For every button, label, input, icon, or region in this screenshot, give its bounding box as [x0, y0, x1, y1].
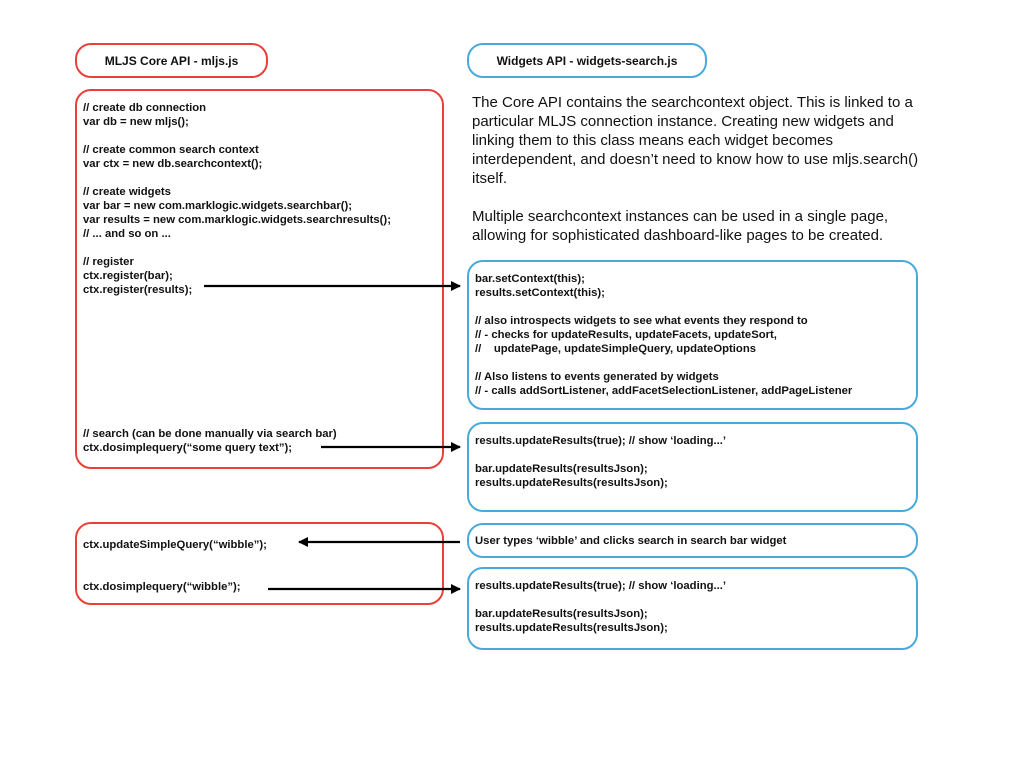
code-line: bar.updateResults(resultsJson); — [475, 463, 648, 475]
code-line: ctx.register(results); — [83, 284, 193, 296]
user-action-text: User types ‘wibble’ and clicks search in search bar widget — [475, 534, 787, 547]
code-line: // Also listens to events generated by widgets — [475, 371, 719, 383]
core-api-title: MLJS Core API - mljs.js — [104, 53, 239, 68]
code-line: results.updateResults(true); // show ‘loading...’ — [475, 580, 727, 592]
code-line: // register — [83, 256, 134, 268]
code-line: // also introspects widgets to see what events they respond to — [475, 315, 808, 327]
code-line: // search (can be done manually via search bar) — [83, 428, 337, 440]
description-paragraph-2: Multiple searchcontext instances can be used in a single page, allowing for sophisticated dashboard-like pages to be created. — [472, 208, 889, 244]
code-line: // ... and so on ... — [83, 228, 171, 240]
dosimplequery-wibble-line: ctx.dosimplequery(“wibble”); — [83, 581, 241, 593]
code-line: results.updateResults(resultsJson); — [475, 622, 668, 634]
widgets-api-title: Widgets API - widgets-search.js — [496, 53, 678, 68]
code-line: // create widgets — [83, 186, 171, 198]
code-line: var results = new com.marklogic.widgets.searchresults(); — [83, 214, 391, 226]
code-line: ctx.register(bar); — [83, 270, 173, 282]
code-line: results.setContext(this); — [475, 287, 605, 299]
description-paragraph-1: The Core API contains the searchcontext object. This is linked to a particular MLJS connection instance. Creating new widgets and linking them to this class means each widget becomes interdependent, and doesn’t need to know how to use mljs.search() itself. — [472, 94, 919, 187]
code-line: // - calls addSortListener, addFacetSelectionListener, addPageListener — [475, 385, 853, 397]
code-line: results.updateResults(true); // show ‘loading...’ — [475, 435, 727, 447]
code-line: bar.updateResults(resultsJson); — [475, 608, 648, 620]
code-line: results.updateResults(resultsJson); — [475, 477, 668, 489]
code-line: ctx.dosimplequery(“some query text”); — [83, 442, 293, 454]
code-line: bar.setContext(this); — [475, 273, 585, 285]
code-line: // updatePage, updateSimpleQuery, updateOptions — [475, 343, 756, 355]
code-line: var ctx = new db.searchcontext(); — [83, 158, 263, 170]
code-line: // - checks for updateResults, updateFacets, updateSort, — [475, 329, 777, 341]
code-line: var bar = new com.marklogic.widgets.searchbar(); — [83, 200, 353, 212]
code-line: // create common search context — [83, 144, 259, 156]
update-simple-query-line: ctx.updateSimpleQuery(“wibble”); — [83, 539, 267, 551]
code-line: // create db connection — [83, 102, 207, 114]
code-line: var db = new mljs(); — [83, 116, 189, 128]
